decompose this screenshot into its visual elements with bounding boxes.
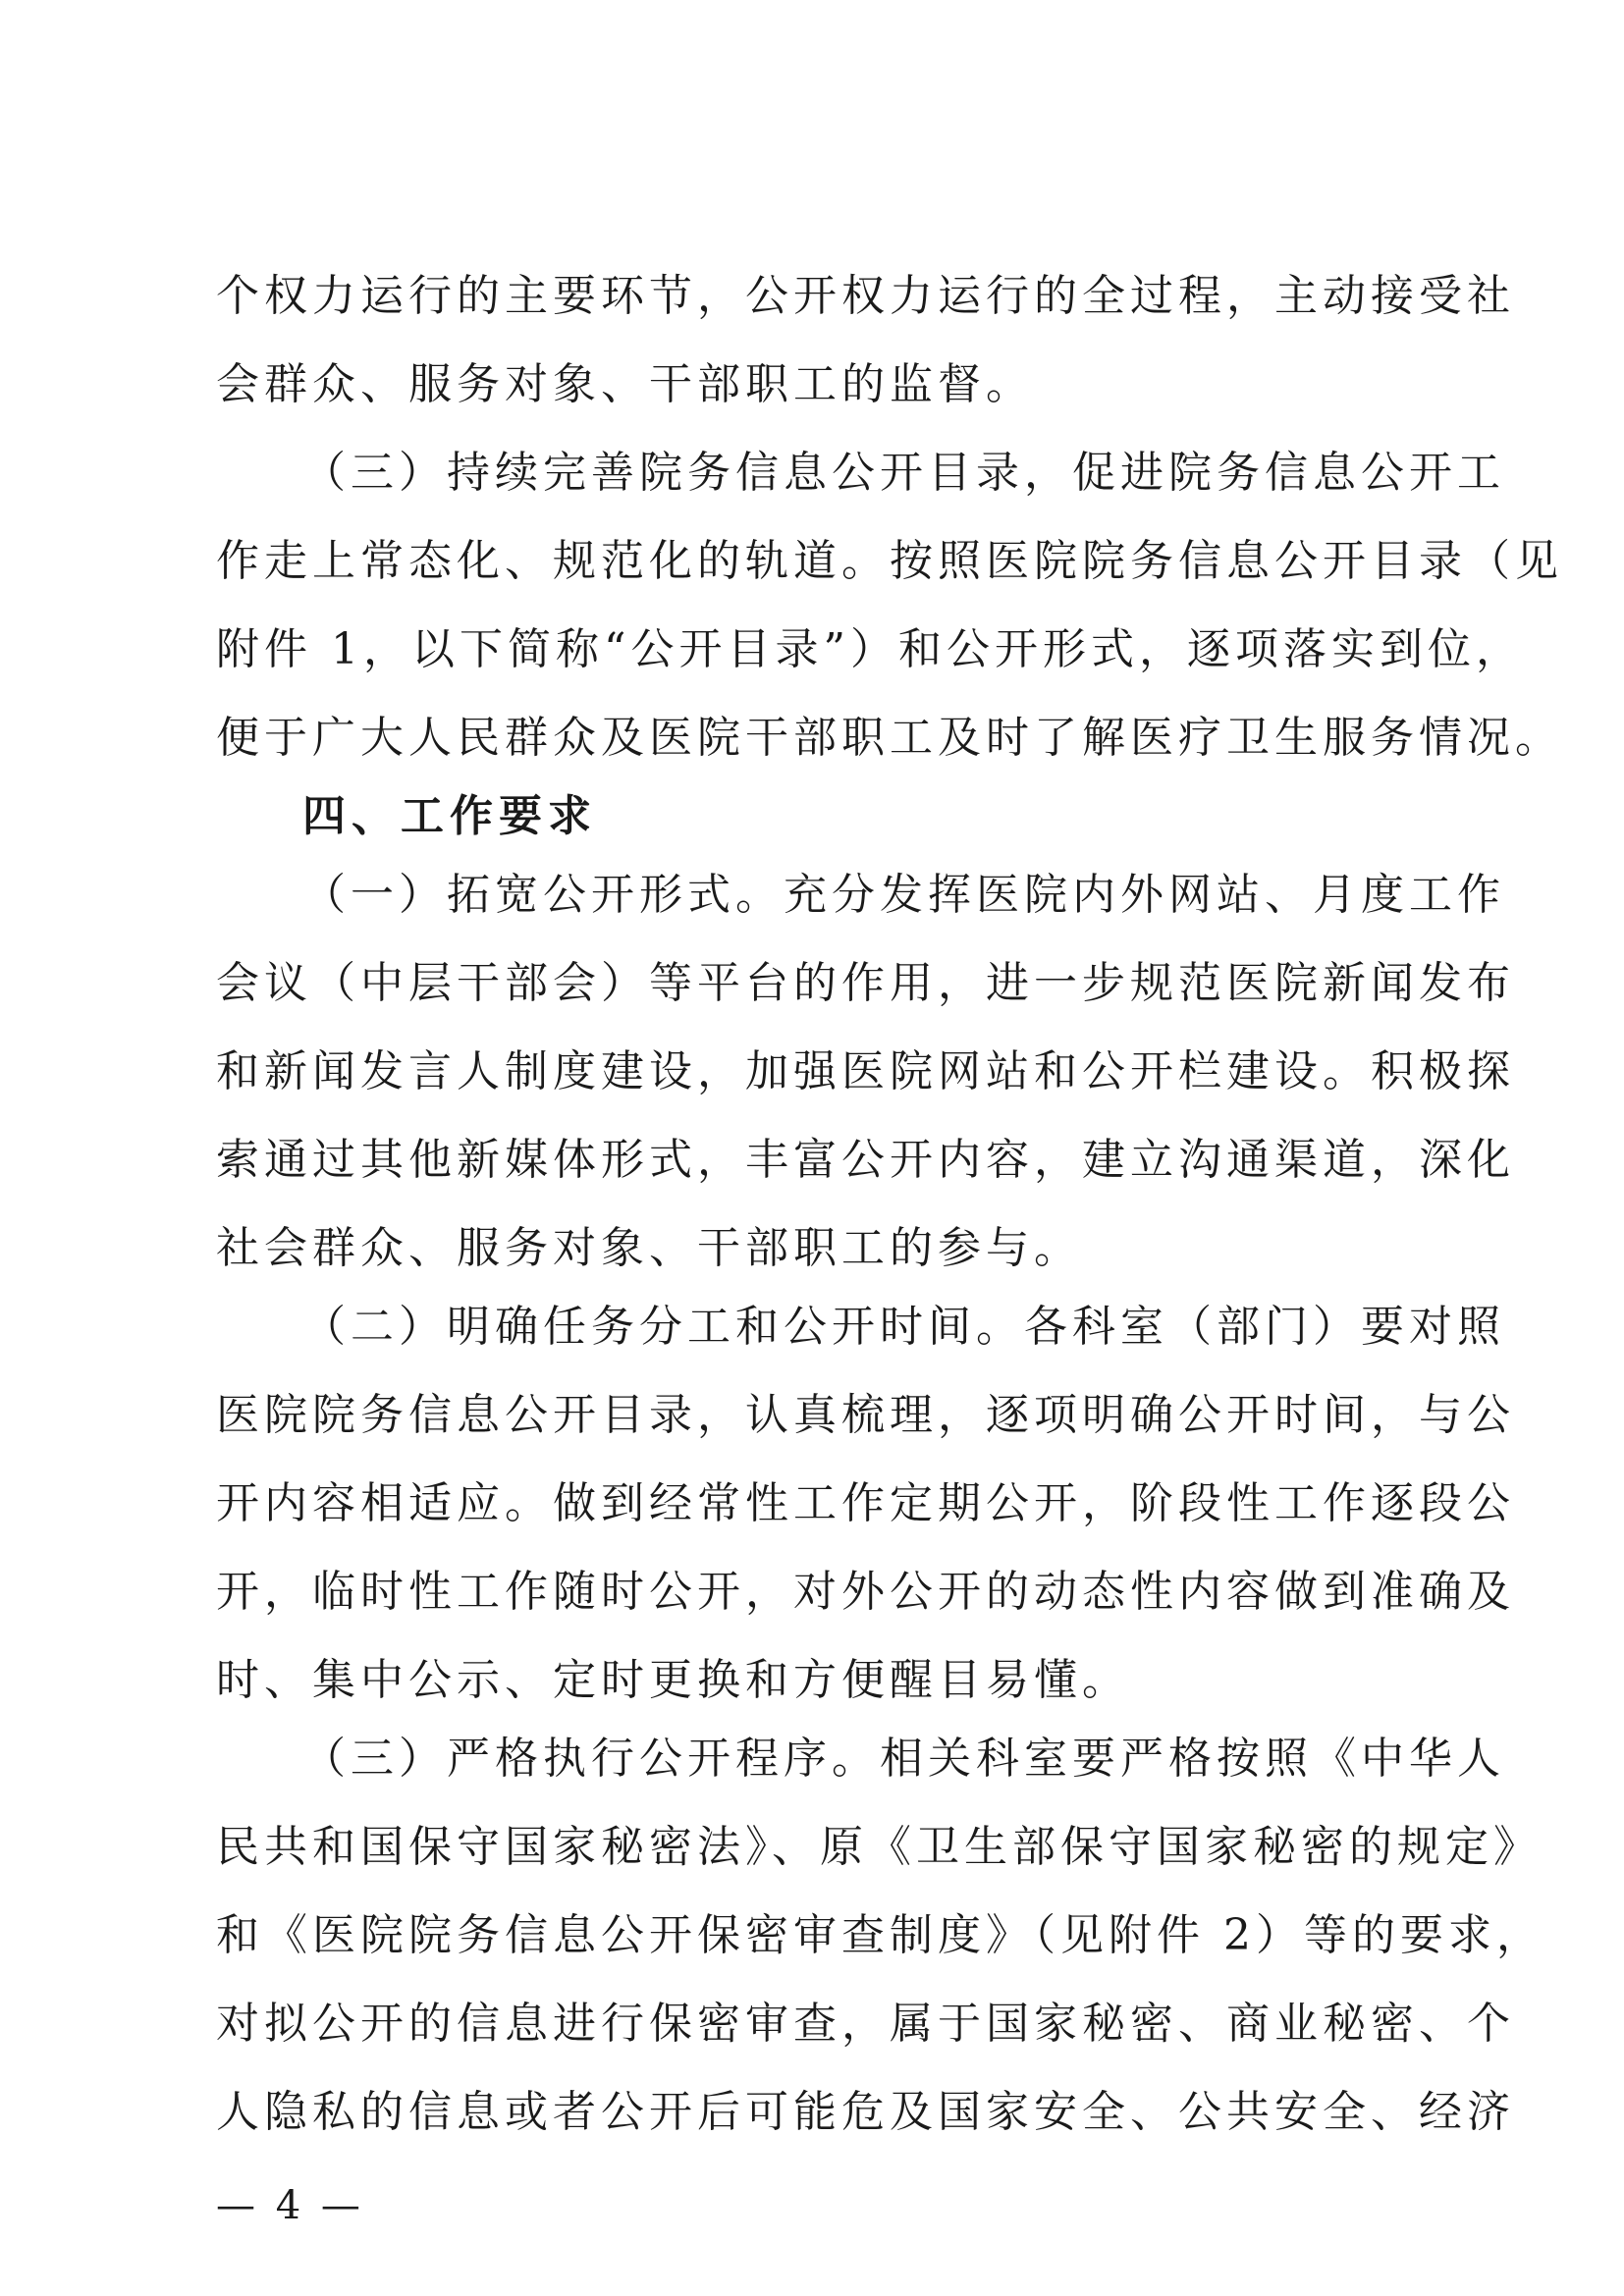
body-text-line: 便于广大人民群众及医院干部职工及时了解医疗卫生服务情况。 <box>216 713 1563 763</box>
body-text-line: 附件 1，以下简称“公开目录”）和公开形式，逐项落实到位， <box>216 624 1524 674</box>
body-text-line: 民共和国保守国家秘密法》、原《卫生部保守国家秘密的规定》 <box>216 1822 1542 1872</box>
body-text-line: 个权力运行的主要环节，公开权力运行的全过程，主动接受社 <box>216 271 1515 321</box>
body-text-line: 医院院务信息公开目录，认真梳理，逐项明确公开时间，与公 <box>216 1390 1515 1440</box>
body-text-line: 对拟公开的信息进行保密审查，属于国家秘密、商业秘密、个 <box>216 1999 1515 2049</box>
body-text-line: 开内容相适应。做到经常性工作定期公开，阶段性工作逐段公 <box>216 1478 1515 1528</box>
paragraph-first-line: （一）拓宽公开形式。充分发挥医院内外网站、月度工作 <box>302 870 1505 920</box>
paragraph-first-line: （三）严格执行公开程序。相关科室要严格按照《中华人 <box>302 1734 1505 1784</box>
body-text-line: 索通过其他新媒体形式，丰富公开内容，建立沟通渠道，深化 <box>216 1135 1515 1185</box>
body-text-line: 会议（中层干部会）等平台的作用，进一步规范医院新闻发布 <box>216 958 1515 1008</box>
body-text-line: 会群众、服务对象、干部职工的监督。 <box>216 359 1034 409</box>
body-text-line: 和《医院院务信息公开保密审查制度》（见附件 2）等的要求， <box>216 1910 1544 1960</box>
paragraph-first-line: （二）明确任务分工和公开时间。各科室（部门）要对照 <box>302 1302 1505 1352</box>
section-heading: 四、工作要求 <box>302 791 597 841</box>
body-text-line: 时、集中公示、定时更换和方便醒目易懂。 <box>216 1655 1130 1705</box>
body-text-line: 和新闻发言人制度建设，加强医院网站和公开栏建设。积极探 <box>216 1046 1515 1096</box>
body-text-line: 社会群众、服务对象、干部职工的参与。 <box>216 1223 1082 1273</box>
body-text-line: 开，临时性工作随时公开，对外公开的动态性内容做到准确及 <box>216 1567 1515 1617</box>
body-text-line: 人隐私的信息或者公开后可能危及国家安全、公共安全、经济 <box>216 2087 1515 2137</box>
body-text-line: 作走上常态化、规范化的轨道。按照医院院务信息公开目录（见 <box>216 536 1563 586</box>
paragraph-first-line: （三）持续完善院务信息公开目录，促进院务信息公开工 <box>302 448 1505 498</box>
page-number: — 4 — <box>216 2183 364 2228</box>
